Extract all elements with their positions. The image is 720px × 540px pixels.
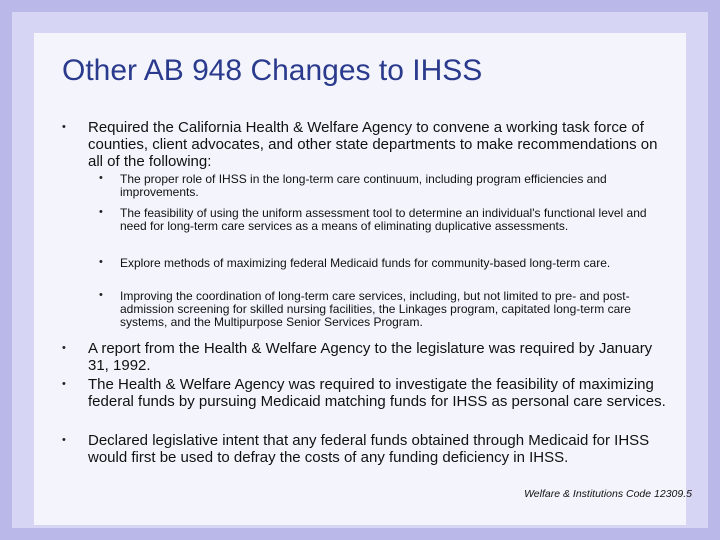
sub-list-item: Explore methods of maximizing federal Medicaid funds for community-based long-term care. — [120, 256, 611, 270]
list-item: The Health & Welfare Agency was required to investigate the feasibility of maximizing federal funds by pursuing Medicaid matching funds for IHSS as personal care services. — [88, 376, 666, 410]
sub-list-item: Improving the coordination of long-term care services, including, but not limited to pre- and post-admission screening for skilled nursing facilities, the Linkages program, capitated long-term care systems, and the Multipurpose Senior Services Program. — [120, 289, 631, 329]
list-item: Required the California Health & Welfare Agency to convene a working task force of counties, client advocates, and other state departments to make recommendations on all of the following: — [88, 119, 658, 170]
list-item: A report from the Health & Welfare Agency to the legislature was required by January 31, 1992. — [88, 340, 653, 374]
bullet-marker: • — [99, 256, 103, 268]
bullet-marker: • — [62, 121, 66, 133]
bullet-marker: • — [62, 342, 66, 354]
bullet-marker: • — [99, 206, 103, 218]
list-item: Declared legislative intent that any federal funds obtained through Medicaid for IHSS would first be used to defray the costs of any funding deficiency in IHSS. — [88, 432, 650, 466]
bullet-marker: • — [99, 172, 103, 184]
bullet-marker: • — [62, 378, 66, 390]
sub-list-item: The feasibility of using the uniform assessment tool to determine an individual's functional level and need for long-term care services as a means of eliminating duplicative assessments. — [120, 206, 647, 233]
citation: Welfare & Institutions Code 12309.5 — [524, 488, 692, 500]
bullet-marker: • — [99, 289, 103, 301]
bullet-marker: • — [62, 434, 66, 446]
sub-list-item: The proper role of IHSS in the long-term care continuum, including program efficiencies and improvements. — [120, 172, 607, 199]
slide-title: Other AB 948 Changes to IHSS — [62, 54, 483, 87]
